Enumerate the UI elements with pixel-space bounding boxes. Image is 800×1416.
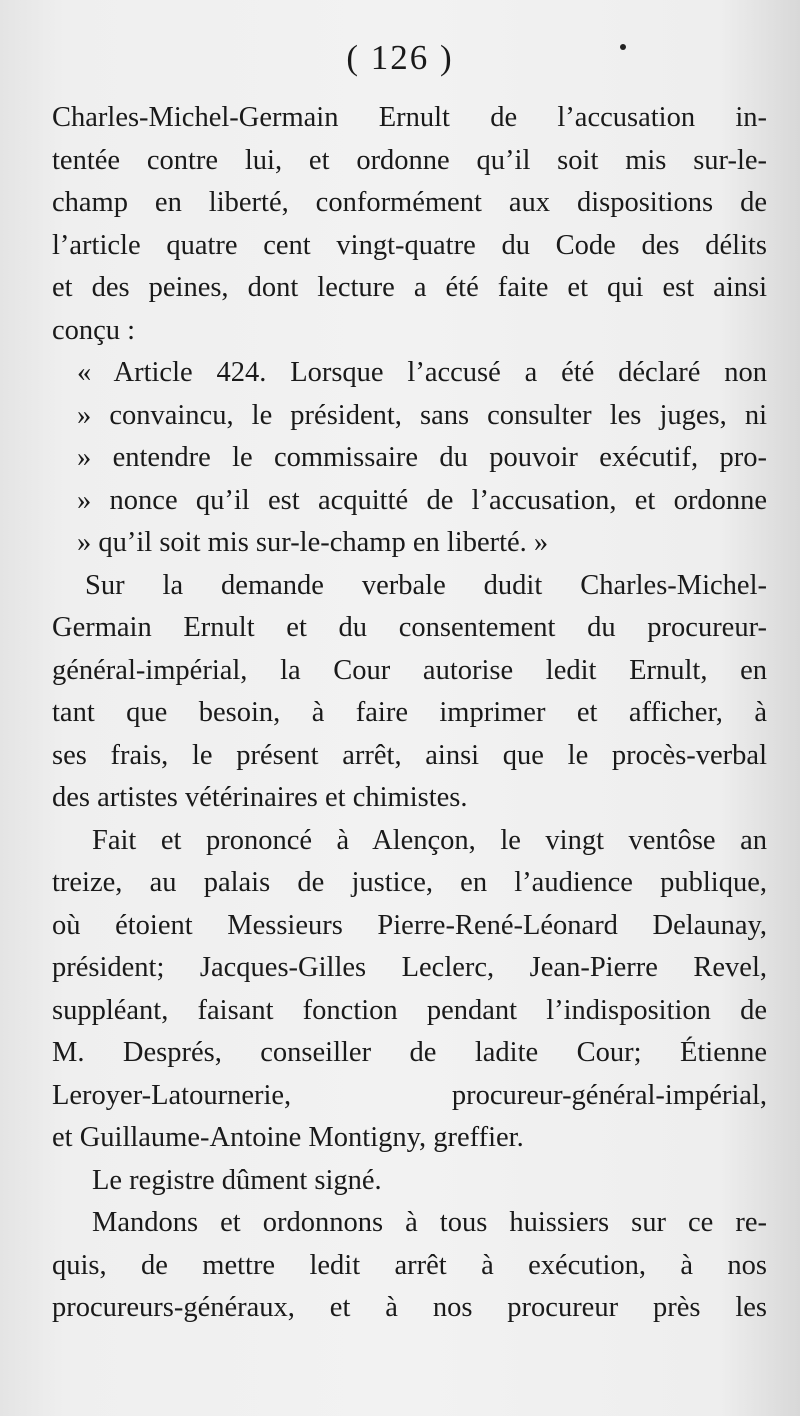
- text-line: et Guillaume-Antoine Montigny, greffier.: [52, 1122, 524, 1153]
- text-line: quis, de mettre ledit arrêt à exécution, à nos: [52, 1249, 767, 1281]
- page-number: ( 126 ): [346, 38, 454, 77]
- text-line: treize, au palais de justice, en l’audience publique,: [52, 867, 767, 898]
- text-line: champ en liberté, conformément aux dispositions de: [52, 187, 767, 218]
- text-line: général-impérial, la Cour autorise ledit Ernult, en: [52, 654, 767, 686]
- ink-spot: [620, 44, 626, 50]
- text-line: » nonce qu’il est acquitté de l’accusation, et ordonne: [77, 484, 767, 516]
- text-line: » convaincu, le président, sans consulter les juges, ni: [77, 399, 767, 431]
- text-line: Charles-Michel-Germain Ernult de l’accusation in-: [52, 102, 767, 133]
- text-line: Germain Ernult et du consentement du procureur-: [52, 612, 767, 643]
- text-line: où étoient Messieurs Pierre-René-Léonard Delaunay,: [52, 909, 767, 941]
- text-line: » qu’il soit mis sur-le-champ en liberté. »: [77, 527, 549, 558]
- text-line: tant que besoin, à faire imprimer et afficher, à: [52, 697, 767, 728]
- text-line: et des peines, dont lecture a été faite et qui est ainsi: [52, 272, 767, 303]
- text-line: Mandons et ordonnons à tous huissiers sur ce re-: [92, 1207, 767, 1238]
- text-line: Le registre dûment signé.: [92, 1164, 382, 1196]
- text-line: « Article 424. Lorsque l’accusé a été déclaré non: [77, 357, 767, 388]
- text-line: procureurs-généraux, et à nos procureur près les: [52, 1292, 767, 1323]
- text-line: Fait et prononcé à Alençon, le vingt ventôse an: [92, 824, 767, 856]
- text-line: Sur la demande verbale dudit Charles-Michel-: [85, 569, 767, 601]
- body-text: [52, 97, 767, 1330]
- text-line: Leroyer-Latournerie, procureur-général-impérial,: [52, 1079, 767, 1111]
- text-line: conçu :: [52, 314, 136, 346]
- text-line: président; Jacques-Gilles Leclerc, Jean-Pierre Revel,: [52, 952, 767, 983]
- text-line: tentée contre lui, et ordonne qu’il soit mis sur-le-: [52, 144, 767, 176]
- text-line: ses frais, le présent arrêt, ainsi que le procès-verbal: [52, 739, 767, 771]
- text-line: des artistes vétérinaires et chimistes.: [52, 782, 468, 813]
- text-line: » entendre le commissaire du pouvoir exécutif, pro-: [77, 442, 767, 473]
- text-line: l’article quatre cent vingt-quatre du Code des délits: [52, 229, 767, 261]
- text-line: suppléant, faisant fonction pendant l’indisposition de: [52, 994, 767, 1026]
- text-line: M. Després, conseiller de ladite Cour; Étienne: [52, 1037, 767, 1068]
